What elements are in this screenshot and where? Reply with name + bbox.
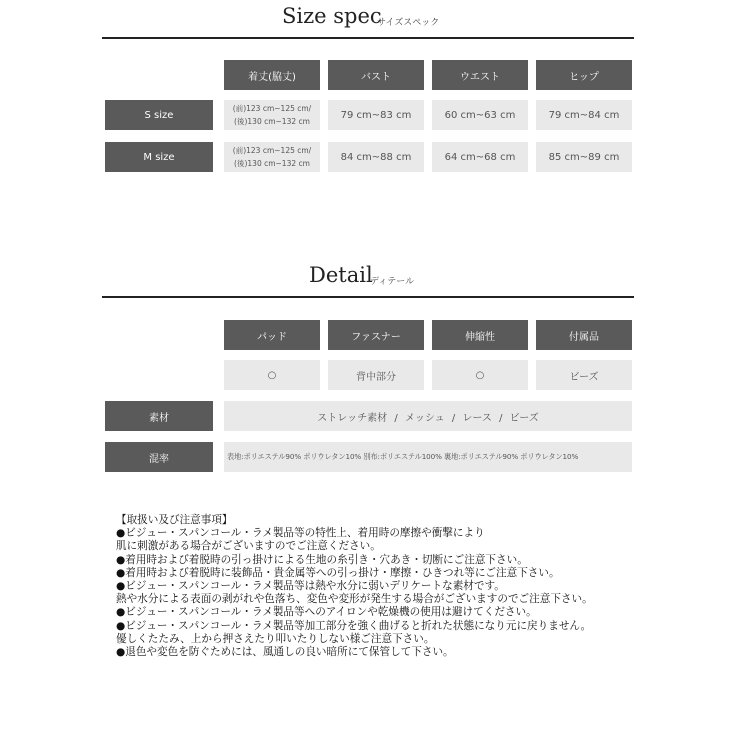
detail-title: Detail [309,263,373,287]
material-label: 素材 [105,401,213,431]
m-waist: 64 cm~68 cm [432,142,528,172]
s-bust: 79 cm~83 cm [328,100,424,130]
note-line: ●退色や変色を防ぐためには、風通しの良い暗所にて保管して下さい。 [116,646,454,659]
note-line: ●着用時および着脱時に装飾品・貴金属等への引っ掛け・摩擦・ひきつれ等にご注意下さい。 [116,566,560,579]
m-hip: 85 cm~89 cm [536,142,632,172]
s-length [224,100,320,130]
header-waist: ウエスト [432,60,528,90]
m-length [224,142,320,172]
detail-subtitle: ディテール [370,277,415,287]
row-label-m: M size [105,142,213,172]
header-accessories: 付属品 [536,320,632,350]
notes-heading: 【取扱い及び注意事項】 [116,514,233,526]
note-line: 肌に刺激がある場合がございますのでご注意ください。 [116,540,381,553]
size-spec-title: Size spec [282,4,382,28]
header-stretch: 伸縮性 [432,320,528,350]
header-length: 着丈(脇丈) [224,60,320,90]
header-zipper: ファスナー [328,320,424,350]
m-bust: 84 cm~88 cm [328,142,424,172]
blend-value: 表地:ポリエステル90% ポリウレタン10% 別布:ポリエステル100% 裏地:ポリエステル90% ポリウレタン10% [224,442,632,472]
note-line: ●ビジュー・スパンコール・ラメ製品等加工部分を強く曲げると折れた状態になり元に戻りません。 [116,619,592,632]
accessories-value: ビーズ [536,360,632,390]
header-bust: バスト [328,60,424,90]
s-length-back: (後)130 cm~132 cm [234,117,310,126]
s-waist: 60 cm~63 cm [432,100,528,130]
note-line: ●着用時および着脱時の引っ掛けによる生地の糸引き・穴あき・切断にご注意下さい。 [116,553,528,566]
care-notes [116,514,676,659]
note-line: ●ビジュー・スパンコール・ラメ製品等は熱や水分に弱いデリケートな素材です。 [116,580,505,593]
header-hip: ヒップ [536,60,632,90]
pad-value: ○ [224,360,320,390]
header-pad: パッド [224,320,320,350]
size-spec-divider [102,37,634,39]
detail-divider [102,296,634,298]
size-spec-subtitle: サイズスペック [377,18,440,28]
zipper-value: 背中部分 [328,360,424,390]
s-length-front: (前)123 cm~125 cm/ [232,104,312,113]
material-value: ストレッチ素材 / メッシュ / レース / ビーズ [224,401,632,431]
blend-label: 混率 [105,442,213,472]
note-line: ●ビジュー・スパンコール・ラメ製品等の特性上、着用時の摩擦や衝撃により [116,527,485,540]
m-length-back: (後)130 cm~132 cm [234,159,310,168]
note-line: 優しくたたみ、上から押さえたり叩いたりしない様ご注意下さい。 [116,632,435,645]
stretch-value: ○ [432,360,528,390]
note-line: 熱や水分による表面の剥がれや色落ち、変色や変形が発生する場合がございますのでご注意下さい。 [116,593,593,606]
note-line: ●ビジュー・スパンコール・ラメ製品等へのアイロンや乾燥機の使用は避けてください。 [116,606,537,619]
m-length-front: (前)123 cm~125 cm/ [232,146,312,155]
row-label-s: S size [105,100,213,130]
s-hip: 79 cm~84 cm [536,100,632,130]
